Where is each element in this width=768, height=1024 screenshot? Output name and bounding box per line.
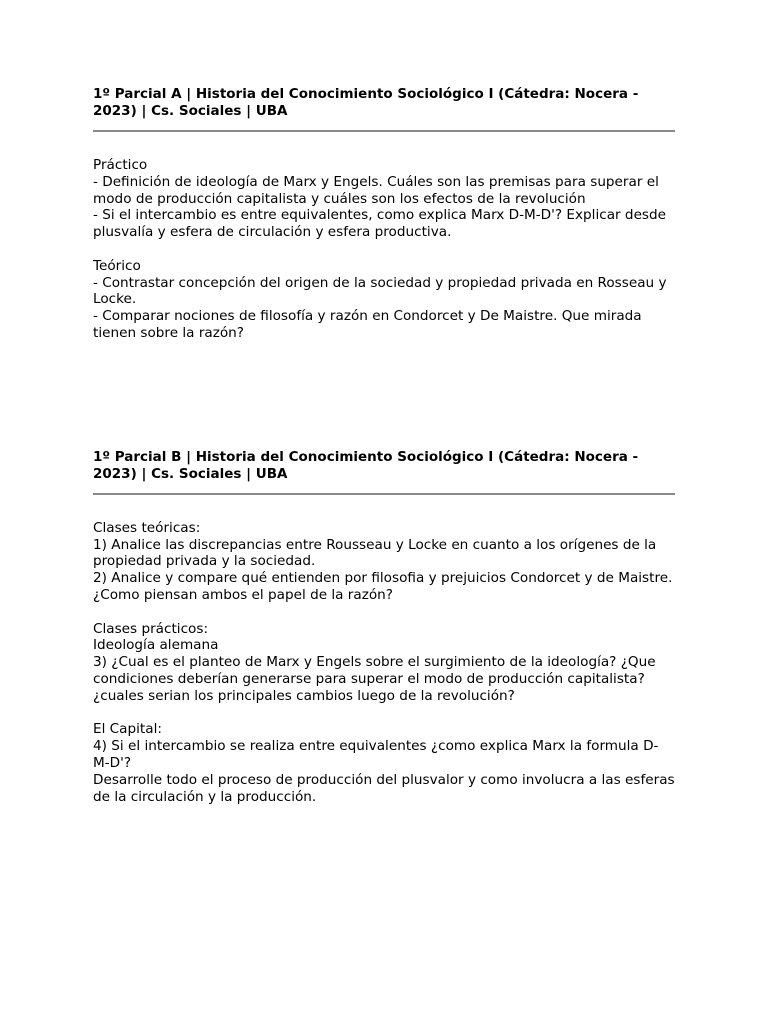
capital-item-4: 4) Si el intercambio se realiza entre equivalentes ¿como explica Marx la formula D-M-D'?	[93, 738, 659, 771]
parcial-a-divider	[93, 130, 675, 132]
practico-item-2: - Si el intercambio es entre equivalentes, como explica Marx D-M-D'? Explicar desde plusvalía y esfera de circulación y esfera productiva.	[93, 207, 667, 241]
practico-item-1: - Definición de ideología de Marx y Engels. Cuáles son las premisas para superar el modo de producción capitalista y cuáles son los efectos de la revolución	[93, 173, 659, 207]
paragraph-gap	[93, 705, 675, 722]
parcial-a-body	[93, 157, 675, 342]
teorico-item-1: - Contrastar concepción del origen de la sociedad y propiedad privada en Rosseau y Locke.	[93, 274, 667, 308]
parcial-b-body	[93, 520, 675, 806]
practicos-label: Clases prácticos:	[93, 620, 209, 637]
parcial-a-heading: 1º Parcial A | Historia del Conocimiento Sociológico I (Cátedra: Nocera - 2023) | Cs. Sociales | UBA	[93, 86, 639, 119]
capital-label: El Capital:	[93, 721, 162, 738]
teorico-label: Teórico	[93, 257, 141, 274]
paragraph-gap	[93, 241, 675, 258]
document-content	[93, 86, 675, 805]
practico-label: Práctico	[93, 157, 148, 173]
teoricas-item-2: 2) Analice y compare qué entienden por filosofia y prejuicios Condorcet y de Maistre. ¿Como piensan ambos el papel de la razón?	[93, 570, 673, 603]
parcial-b-section	[93, 449, 675, 806]
practicos-item-3: 3) ¿Cual es el planteo de Marx y Engels sobre el surgimiento de la ideología? ¿Que condiciones deberían generarse para superar el modo de producción capitalista?¿cuales serian los principales cambios luego de la revolución?	[93, 654, 656, 704]
parcial-b-heading: 1º Parcial B | Historia del Conocimiento Sociológico I (Cátedra: Nocera - 2023) | Cs. Sociales | UBA	[93, 448, 639, 482]
paragraph-gap	[93, 604, 675, 621]
capital-item-desarrollo: Desarrolle todo el proceso de producción del plusvalor y como involucra a las esferas de la circulación y la producción.	[93, 771, 675, 805]
teoricas-label: Clases teóricas:	[93, 519, 201, 536]
teoricas-item-1: 1) Analice las discrepancias entre Rousseau y Locke en cuanto a los orígenes de la propiedad privada y la sociedad.	[93, 536, 657, 570]
teorico-item-2: - Comparar nociones de filosofía y razón en Condorcet y De Maistre. Que mirada tienen sobre la razón?	[93, 308, 642, 341]
ideologia-label: Ideología alemana	[93, 637, 219, 654]
parcial-a-section	[93, 86, 675, 342]
parcial-b-divider	[93, 493, 675, 495]
